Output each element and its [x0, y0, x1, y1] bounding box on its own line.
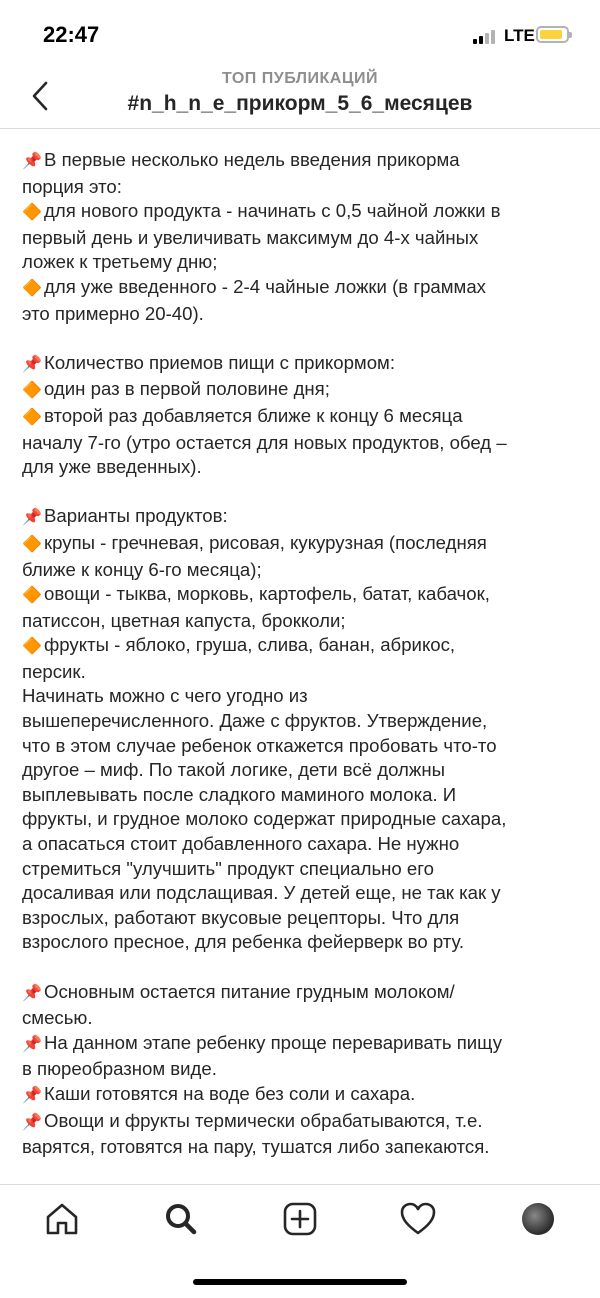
caption-text: досаливая или подслащивая. У детей еще, не так как у — [22, 882, 501, 904]
caption-text: стремиться "улучшить" продукт специально его — [22, 857, 434, 879]
caption-text: смесью. — [22, 1007, 93, 1029]
caption-line — [22, 351, 582, 378]
plus-square-icon — [282, 1201, 318, 1237]
tab-bar — [0, 1184, 600, 1298]
caption-text: взрослого пресное, для ребенка фейерверк во рту. — [22, 931, 465, 953]
pin-icon: 📌 — [22, 1113, 42, 1131]
caption-text: ложек к третьему дню; — [22, 251, 218, 273]
caption-text: Основным остается питание грудным молоком/ — [44, 980, 455, 1002]
caption-text: выплевывать после сладкого маминого молока. И — [22, 783, 457, 805]
diamond-icon: 🔶 — [22, 204, 42, 222]
caption-text: фрукты - яблоко, груша, слива, банан, абрикос, — [44, 634, 456, 656]
caption-line — [22, 734, 582, 759]
signal-icon — [473, 28, 499, 44]
caption-line — [22, 558, 582, 583]
pin-icon: 📌 — [22, 1086, 42, 1104]
search-icon — [163, 1201, 199, 1237]
caption-line — [22, 250, 582, 275]
paragraph-gap — [22, 955, 582, 980]
caption-line — [22, 302, 582, 327]
caption-text: Каши готовятся на воде без соли и сахара. — [44, 1082, 416, 1104]
pin-icon: 📌 — [22, 355, 42, 373]
caption-text: а опасаться стоит добавленного сахара. Не нужно — [22, 833, 460, 855]
caption-text: крупы - гречневая, рисовая, кукурузная (последняя — [44, 531, 487, 553]
caption-line — [22, 175, 582, 200]
caption-text: В первые несколько недель введения прикорма — [44, 149, 460, 170]
paragraph-gap — [22, 480, 582, 505]
page-title: #n_h_n_e_прикорм_5_6_месяцев — [127, 92, 473, 115]
caption-line — [22, 660, 582, 685]
caption-line — [22, 1082, 582, 1109]
caption-text: для уже введенного - 2-4 чайные ложки (в граммах — [44, 275, 486, 297]
caption-line — [22, 1109, 582, 1136]
caption-text: Варианты продуктов: — [44, 505, 228, 527]
caption-line — [22, 832, 582, 857]
caption-line — [22, 199, 582, 226]
caption-text: взрослых, работают вкусовые рецепторы. Что для — [22, 906, 460, 928]
caption-line — [22, 1031, 582, 1058]
caption-text: вышеперечисленного. Даже с фруктов. Утверждение, — [22, 710, 488, 732]
caption-text: Овощи и фрукты термически обрабатываются, т.е. — [44, 1109, 483, 1131]
caption-text: ближе к концу 6-го месяца); — [22, 558, 262, 580]
caption-line — [22, 609, 582, 634]
caption-line — [22, 377, 582, 404]
caption-line — [22, 531, 582, 558]
caption-line — [22, 275, 582, 302]
caption-line — [22, 1135, 582, 1160]
caption-text: второй раз добавляется ближе к концу 6 месяца — [44, 404, 463, 426]
status-bar — [0, 0, 600, 68]
nav-header — [0, 68, 600, 129]
caption-text: порция это: — [22, 175, 122, 197]
caption-line — [22, 404, 582, 431]
caption-line — [22, 807, 582, 832]
caption-text: что в этом случае ребенок откажется пробовать что-то — [22, 734, 497, 756]
tab-search[interactable] — [158, 1199, 204, 1239]
caption-line — [22, 783, 582, 808]
caption-line — [22, 455, 582, 480]
caption-line — [22, 709, 582, 734]
caption-line — [22, 980, 582, 1007]
heart-icon — [399, 1201, 437, 1237]
caption-lines — [22, 148, 582, 1184]
status-time: 22:47 — [43, 22, 100, 47]
caption-line — [22, 906, 582, 931]
tab-home[interactable] — [39, 1199, 85, 1239]
diamond-icon: 🔶 — [22, 408, 42, 426]
caption-line — [22, 504, 582, 531]
caption-line — [22, 582, 582, 609]
caption-text: фрукты, и грудное молоко содержат природные сахара, — [22, 808, 507, 830]
caption-text: для нового продукта - начинать с 0,5 чайной ложки в — [44, 200, 501, 222]
home-indicator — [193, 1279, 407, 1285]
tab-profile[interactable] — [515, 1199, 561, 1239]
diamond-icon: 🔶 — [22, 638, 42, 656]
caption-line — [22, 633, 582, 660]
caption-text: в пюреобразном виде. — [22, 1058, 217, 1080]
caption-line — [22, 758, 582, 783]
tab-new-post[interactable] — [277, 1199, 323, 1239]
tab-activity[interactable] — [395, 1199, 441, 1239]
paragraph-gap — [22, 1160, 582, 1185]
caption-line — [22, 226, 582, 251]
caption-text: другое – миф. По такой логике, дети всё должны — [22, 759, 445, 781]
caption-text: для уже введенных). — [22, 456, 202, 478]
caption-line — [22, 1057, 582, 1082]
caption-line — [22, 881, 582, 906]
caption-line — [22, 148, 582, 175]
diamond-icon: 🔶 — [22, 535, 42, 553]
caption-line — [22, 431, 582, 456]
caption-text: Количество приемов пищи с прикормом: — [44, 351, 395, 373]
caption-line — [22, 857, 582, 882]
caption-line — [22, 684, 582, 709]
battery-icon — [536, 26, 569, 43]
caption-text: один раз в первой половине дня; — [44, 378, 330, 400]
caption-text: варятся, готовятся на пару, тушатся либо запекаются. — [22, 1136, 490, 1158]
header-kicker: ТОП ПУБЛИКАЦИЙ — [221, 70, 379, 87]
diamond-icon: 🔶 — [22, 382, 42, 400]
pin-icon: 📌 — [22, 984, 42, 1002]
paragraph-gap — [22, 326, 582, 351]
post-caption — [22, 148, 582, 1209]
diamond-icon: 🔶 — [22, 587, 42, 605]
pin-icon: 📌 — [22, 1035, 42, 1053]
caption-text: На данном этапе ребенку проще переваривать пищу — [44, 1031, 502, 1053]
caption-text: персик. — [22, 660, 86, 682]
caption-line — [22, 1006, 582, 1031]
caption-text: патиссон, цветная капуста, брокколи; — [22, 609, 346, 631]
caption-line — [22, 930, 582, 955]
caption-text: первый день и увеличивать максимум до 4-х чайных — [22, 226, 479, 248]
pin-icon: 📌 — [22, 509, 42, 527]
home-icon — [44, 1201, 80, 1237]
caption-text: овощи - тыква, морковь, картофель, батат, кабачок, — [44, 583, 490, 605]
avatar — [522, 1203, 554, 1235]
network-type: LTE — [504, 26, 535, 45]
pin-icon: 📌 — [22, 153, 42, 170]
caption-text: началу 7-го (утро остается для новых продуктов, обед – — [22, 431, 507, 453]
diamond-icon: 🔶 — [22, 279, 42, 297]
caption-text: это примерно 20-40). — [22, 302, 204, 324]
caption-text: Начинать можно с чего угодно из — [22, 685, 308, 707]
